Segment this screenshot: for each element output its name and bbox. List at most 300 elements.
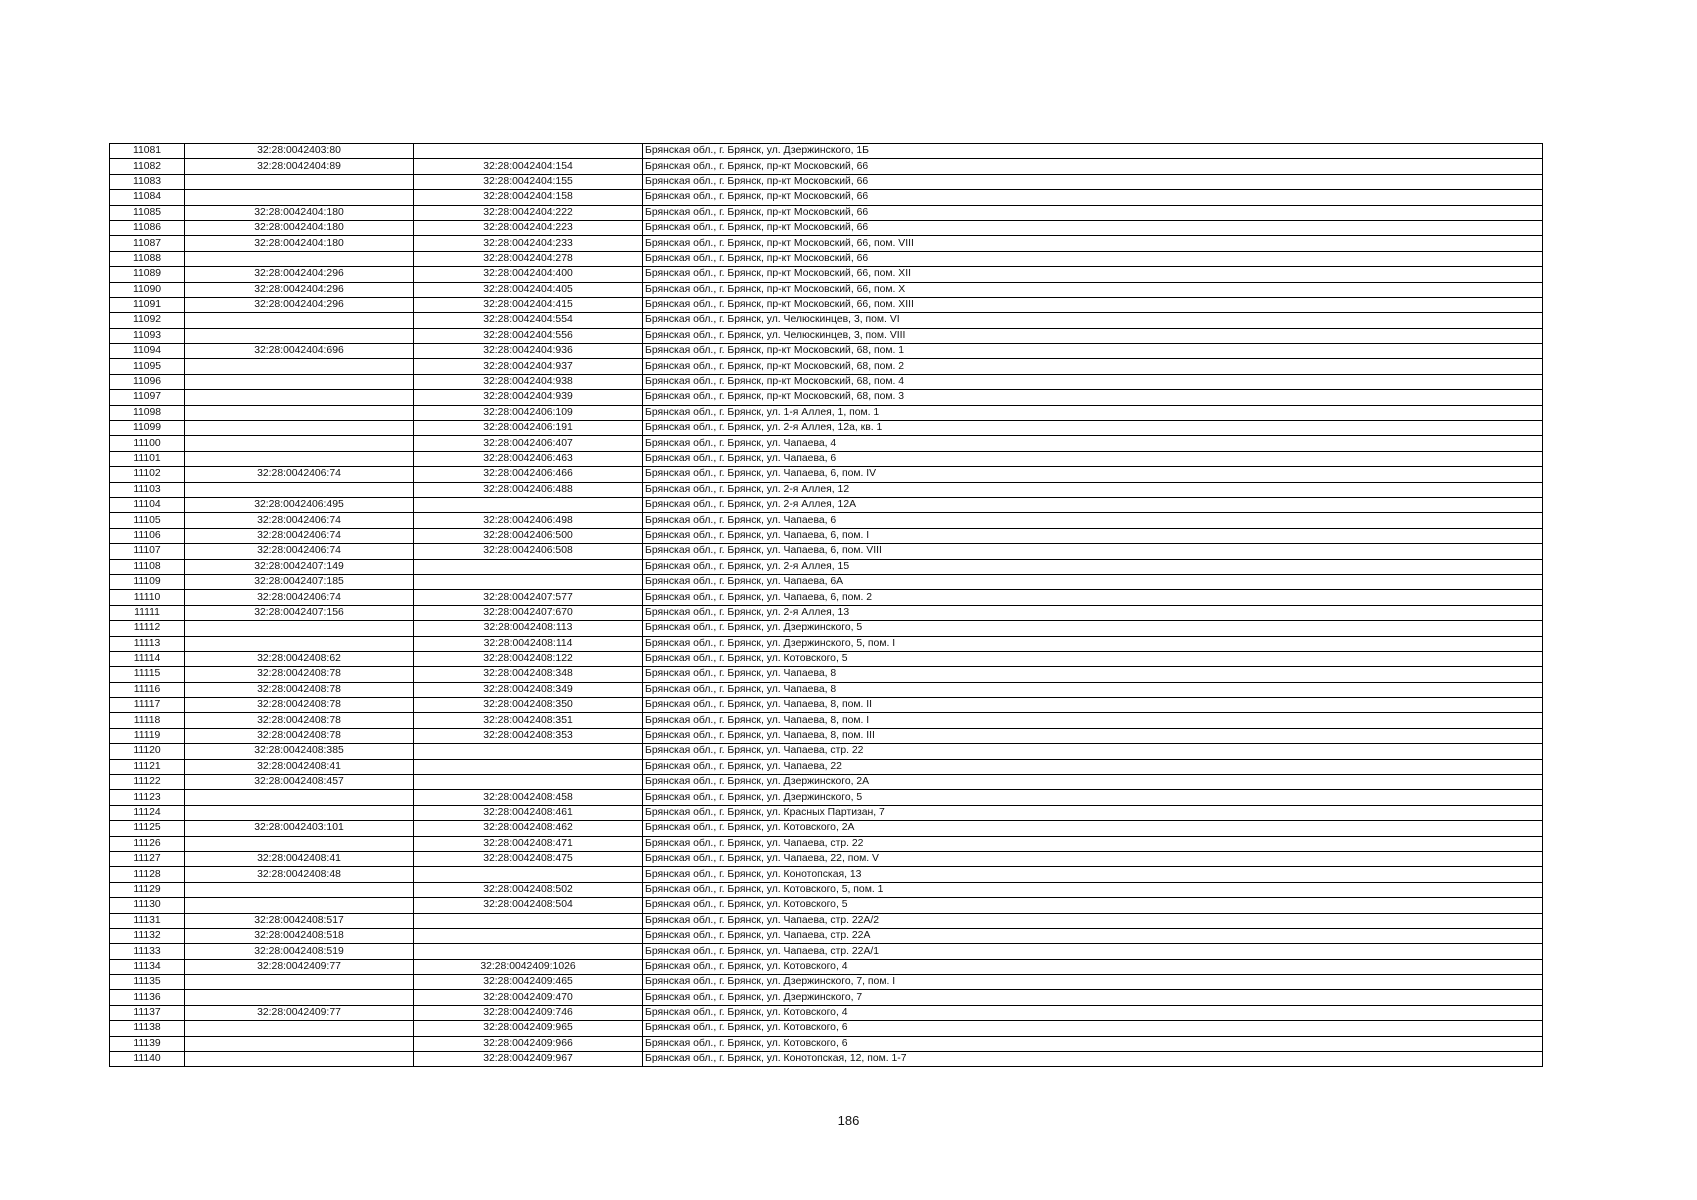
object-cadastral-number-cell: 32:28:0042408:461	[414, 805, 643, 820]
table-row	[110, 436, 1543, 451]
row-number-cell: 11110	[110, 590, 185, 605]
row-number-cell: 11082	[110, 159, 185, 174]
row-number-cell: 11106	[110, 528, 185, 543]
address-cell: Брянская обл., г. Брянск, ул. Чапаева, стр. 22А/1	[643, 944, 1543, 959]
row-number-cell: 11096	[110, 374, 185, 389]
parcel-cadastral-number-cell	[185, 621, 414, 636]
table-row	[110, 698, 1543, 713]
address-cell: Брянская обл., г. Брянск, ул. Чапаева, 22, пом. V	[643, 851, 1543, 866]
table-row	[110, 405, 1543, 420]
table-row	[110, 651, 1543, 666]
parcel-cadastral-number-cell	[185, 436, 414, 451]
object-cadastral-number-cell: 32:28:0042409:470	[414, 990, 643, 1005]
object-cadastral-number-cell: 32:28:0042404:155	[414, 174, 643, 189]
table-row	[110, 713, 1543, 728]
object-cadastral-number-cell: 32:28:0042407:577	[414, 590, 643, 605]
parcel-cadastral-number-cell: 32:28:0042409:77	[185, 959, 414, 974]
address-cell: Брянская обл., г. Брянск, ул. Челюскинцев, 3, пом. VIII	[643, 328, 1543, 343]
parcel-cadastral-number-cell: 32:28:0042403:101	[185, 821, 414, 836]
registry-table-body	[110, 144, 1543, 1067]
address-cell: Брянская обл., г. Брянск, ул. Чапаева, 6, пом. I	[643, 528, 1543, 543]
parcel-cadastral-number-cell: 32:28:0042408:519	[185, 944, 414, 959]
table-row	[110, 467, 1543, 482]
table-row	[110, 544, 1543, 559]
row-number-cell: 11122	[110, 775, 185, 790]
table-row	[110, 821, 1543, 836]
row-number-cell: 11124	[110, 805, 185, 820]
parcel-cadastral-number-cell: 32:28:0042404:180	[185, 205, 414, 220]
object-cadastral-number-cell: 32:28:0042404:222	[414, 205, 643, 220]
address-cell: Брянская обл., г. Брянск, ул. Чапаева, стр. 22	[643, 744, 1543, 759]
table-row	[110, 1005, 1543, 1020]
parcel-cadastral-number-cell: 32:28:0042408:517	[185, 913, 414, 928]
parcel-cadastral-number-cell: 32:28:0042408:78	[185, 728, 414, 743]
page-number: 186	[837, 1113, 860, 1128]
address-cell: Брянская обл., г. Брянск, ул. 2-я Аллея, 12А	[643, 497, 1543, 512]
table-row	[110, 528, 1543, 543]
object-cadastral-number-cell: 32:28:0042408:349	[414, 682, 643, 697]
address-cell: Брянская обл., г. Брянск, ул. 2-я Аллея, 12а, кв. 1	[643, 421, 1543, 436]
table-row	[110, 882, 1543, 897]
table-row	[110, 836, 1543, 851]
parcel-cadastral-number-cell: 32:28:0042408:78	[185, 698, 414, 713]
object-cadastral-number-cell: 32:28:0042404:937	[414, 359, 643, 374]
parcel-cadastral-number-cell	[185, 882, 414, 897]
table-row	[110, 913, 1543, 928]
row-number-cell: 11114	[110, 651, 185, 666]
parcel-cadastral-number-cell: 32:28:0042406:74	[185, 467, 414, 482]
table-row	[110, 574, 1543, 589]
parcel-cadastral-number-cell: 32:28:0042409:77	[185, 1005, 414, 1020]
row-number-cell: 11116	[110, 682, 185, 697]
table-row	[110, 159, 1543, 174]
address-cell: Брянская обл., г. Брянск, ул. 2-я Аллея, 13	[643, 605, 1543, 620]
table-row	[110, 559, 1543, 574]
table-row	[110, 621, 1543, 636]
table-row	[110, 297, 1543, 312]
row-number-cell: 11098	[110, 405, 185, 420]
parcel-cadastral-number-cell	[185, 390, 414, 405]
object-cadastral-number-cell	[414, 867, 643, 882]
row-number-cell: 11092	[110, 313, 185, 328]
table-row	[110, 374, 1543, 389]
object-cadastral-number-cell: 32:28:0042404:158	[414, 190, 643, 205]
address-cell: Брянская обл., г. Брянск, ул. Чапаева, 8, пом. I	[643, 713, 1543, 728]
object-cadastral-number-cell: 32:28:0042404:405	[414, 282, 643, 297]
parcel-cadastral-number-cell	[185, 790, 414, 805]
object-cadastral-number-cell: 32:28:0042408:351	[414, 713, 643, 728]
object-cadastral-number-cell: 32:28:0042409:965	[414, 1021, 643, 1036]
object-cadastral-number-cell: 32:28:0042404:938	[414, 374, 643, 389]
object-cadastral-number-cell: 32:28:0042406:508	[414, 544, 643, 559]
table-row	[110, 667, 1543, 682]
parcel-cadastral-number-cell	[185, 990, 414, 1005]
address-cell: Брянская обл., г. Брянск, пр-кт Московский, 66, пом. X	[643, 282, 1543, 297]
address-cell: Брянская обл., г. Брянск, ул. Дзержинского, 5	[643, 621, 1543, 636]
address-cell: Брянская обл., г. Брянск, ул. Котовского, 4	[643, 1005, 1543, 1020]
object-cadastral-number-cell	[414, 928, 643, 943]
row-number-cell: 11108	[110, 559, 185, 574]
row-number-cell: 11130	[110, 898, 185, 913]
table-row	[110, 605, 1543, 620]
address-cell: Брянская обл., г. Брянск, ул. Чапаева, стр. 22	[643, 836, 1543, 851]
address-cell: Брянская обл., г. Брянск, пр-кт Московский, 68, пом. 2	[643, 359, 1543, 374]
parcel-cadastral-number-cell	[185, 190, 414, 205]
parcel-cadastral-number-cell	[185, 1052, 414, 1067]
table-row	[110, 236, 1543, 251]
row-number-cell: 11127	[110, 851, 185, 866]
address-cell: Брянская обл., г. Брянск, ул. 1-я Аллея, 1, пом. 1	[643, 405, 1543, 420]
row-number-cell: 11091	[110, 297, 185, 312]
object-cadastral-number-cell: 32:28:0042408:353	[414, 728, 643, 743]
address-cell: Брянская обл., г. Брянск, ул. Котовского, 6	[643, 1021, 1543, 1036]
object-cadastral-number-cell	[414, 559, 643, 574]
table-row	[110, 482, 1543, 497]
table-row	[110, 1021, 1543, 1036]
parcel-cadastral-number-cell	[185, 421, 414, 436]
address-cell: Брянская обл., г. Брянск, пр-кт Московский, 66	[643, 205, 1543, 220]
parcel-cadastral-number-cell: 32:28:0042408:41	[185, 759, 414, 774]
object-cadastral-number-cell: 32:28:0042404:415	[414, 297, 643, 312]
row-number-cell: 11097	[110, 390, 185, 405]
parcel-cadastral-number-cell: 32:28:0042404:296	[185, 267, 414, 282]
object-cadastral-number-cell: 32:28:0042408:122	[414, 651, 643, 666]
table-row	[110, 144, 1543, 159]
address-cell: Брянская обл., г. Брянск, ул. Котовского, 4	[643, 959, 1543, 974]
table-row	[110, 359, 1543, 374]
address-cell: Брянская обл., г. Брянск, ул. Чапаева, 6А	[643, 574, 1543, 589]
object-cadastral-number-cell	[414, 574, 643, 589]
object-cadastral-number-cell: 32:28:0042406:498	[414, 513, 643, 528]
object-cadastral-number-cell	[414, 759, 643, 774]
row-number-cell: 11134	[110, 959, 185, 974]
address-cell: Брянская обл., г. Брянск, ул. Дзержинского, 5	[643, 790, 1543, 805]
address-cell: Брянская обл., г. Брянск, ул. Дзержинского, 7, пом. I	[643, 975, 1543, 990]
row-number-cell: 11109	[110, 574, 185, 589]
parcel-cadastral-number-cell	[185, 174, 414, 189]
object-cadastral-number-cell: 32:28:0042406:500	[414, 528, 643, 543]
object-cadastral-number-cell: 32:28:0042407:670	[414, 605, 643, 620]
object-cadastral-number-cell: 32:28:0042409:465	[414, 975, 643, 990]
parcel-cadastral-number-cell	[185, 636, 414, 651]
table-row	[110, 174, 1543, 189]
address-cell: Брянская обл., г. Брянск, ул. Конотопская, 12, пом. 1-7	[643, 1052, 1543, 1067]
address-cell: Брянская обл., г. Брянск, ул. Котовского, 2А	[643, 821, 1543, 836]
object-cadastral-number-cell	[414, 144, 643, 159]
parcel-cadastral-number-cell	[185, 836, 414, 851]
row-number-cell: 11087	[110, 236, 185, 251]
row-number-cell: 11138	[110, 1021, 185, 1036]
parcel-cadastral-number-cell: 32:28:0042403:80	[185, 144, 414, 159]
table-row	[110, 220, 1543, 235]
address-cell: Брянская обл., г. Брянск, ул. 2-я Аллея, 15	[643, 559, 1543, 574]
row-number-cell: 11099	[110, 421, 185, 436]
address-cell: Брянская обл., г. Брянск, ул. Челюскинцев, 3, пом. VI	[643, 313, 1543, 328]
row-number-cell: 11135	[110, 975, 185, 990]
row-number-cell: 11105	[110, 513, 185, 528]
object-cadastral-number-cell: 32:28:0042404:554	[414, 313, 643, 328]
parcel-cadastral-number-cell	[185, 1021, 414, 1036]
row-number-cell: 11119	[110, 728, 185, 743]
row-number-cell: 11084	[110, 190, 185, 205]
row-number-cell: 11095	[110, 359, 185, 374]
parcel-cadastral-number-cell: 32:28:0042404:180	[185, 220, 414, 235]
object-cadastral-number-cell	[414, 913, 643, 928]
row-number-cell: 11115	[110, 667, 185, 682]
table-row	[110, 267, 1543, 282]
row-number-cell: 11111	[110, 605, 185, 620]
row-number-cell: 11103	[110, 482, 185, 497]
parcel-cadastral-number-cell: 32:28:0042407:149	[185, 559, 414, 574]
address-cell: Брянская обл., г. Брянск, пр-кт Московский, 66	[643, 174, 1543, 189]
table-row	[110, 190, 1543, 205]
row-number-cell: 11104	[110, 497, 185, 512]
parcel-cadastral-number-cell: 32:28:0042408:62	[185, 651, 414, 666]
parcel-cadastral-number-cell: 32:28:0042408:78	[185, 682, 414, 697]
row-number-cell: 11100	[110, 436, 185, 451]
address-cell: Брянская обл., г. Брянск, ул. Котовского, 5	[643, 898, 1543, 913]
address-cell: Брянская обл., г. Брянск, ул. Чапаева, 8, пом. II	[643, 698, 1543, 713]
row-number-cell: 11118	[110, 713, 185, 728]
object-cadastral-number-cell: 32:28:0042406:488	[414, 482, 643, 497]
parcel-cadastral-number-cell: 32:28:0042406:495	[185, 497, 414, 512]
table-row	[110, 390, 1543, 405]
table-row	[110, 975, 1543, 990]
parcel-cadastral-number-cell: 32:28:0042406:74	[185, 528, 414, 543]
object-cadastral-number-cell: 32:28:0042408:502	[414, 882, 643, 897]
object-cadastral-number-cell: 32:28:0042408:348	[414, 667, 643, 682]
row-number-cell: 11094	[110, 344, 185, 359]
address-cell: Брянская обл., г. Брянск, ул. 2-я Аллея, 12	[643, 482, 1543, 497]
row-number-cell: 11112	[110, 621, 185, 636]
parcel-cadastral-number-cell: 32:28:0042404:696	[185, 344, 414, 359]
table-row	[110, 513, 1543, 528]
parcel-cadastral-number-cell	[185, 451, 414, 466]
row-number-cell: 11085	[110, 205, 185, 220]
parcel-cadastral-number-cell	[185, 805, 414, 820]
parcel-cadastral-number-cell: 32:28:0042406:74	[185, 513, 414, 528]
row-number-cell: 11128	[110, 867, 185, 882]
object-cadastral-number-cell: 32:28:0042409:967	[414, 1052, 643, 1067]
parcel-cadastral-number-cell	[185, 405, 414, 420]
object-cadastral-number-cell: 32:28:0042409:1026	[414, 959, 643, 974]
row-number-cell: 11093	[110, 328, 185, 343]
object-cadastral-number-cell: 32:28:0042406:109	[414, 405, 643, 420]
row-number-cell: 11131	[110, 913, 185, 928]
table-row	[110, 898, 1543, 913]
parcel-cadastral-number-cell	[185, 898, 414, 913]
object-cadastral-number-cell	[414, 744, 643, 759]
row-number-cell: 11137	[110, 1005, 185, 1020]
table-row	[110, 313, 1543, 328]
parcel-cadastral-number-cell: 32:28:0042404:296	[185, 297, 414, 312]
address-cell: Брянская обл., г. Брянск, ул. Дзержинского, 7	[643, 990, 1543, 1005]
address-cell: Брянская обл., г. Брянск, ул. Чапаева, 4	[643, 436, 1543, 451]
parcel-cadastral-number-cell	[185, 1036, 414, 1051]
address-cell: Брянская обл., г. Брянск, ул. Дзержинского, 5, пом. I	[643, 636, 1543, 651]
table-row	[110, 205, 1543, 220]
parcel-cadastral-number-cell	[185, 374, 414, 389]
table-row	[110, 728, 1543, 743]
address-cell: Брянская обл., г. Брянск, ул. Чапаева, стр. 22А	[643, 928, 1543, 943]
object-cadastral-number-cell	[414, 944, 643, 959]
address-cell: Брянская обл., г. Брянск, пр-кт Московский, 68, пом. 4	[643, 374, 1543, 389]
address-cell: Брянская обл., г. Брянск, ул. Котовского, 5	[643, 651, 1543, 666]
table-row	[110, 959, 1543, 974]
table-row	[110, 421, 1543, 436]
table-row	[110, 944, 1543, 959]
table-row	[110, 497, 1543, 512]
parcel-cadastral-number-cell: 32:28:0042408:78	[185, 713, 414, 728]
address-cell: Брянская обл., г. Брянск, ул. Чапаева, 6, пом. IV	[643, 467, 1543, 482]
parcel-cadastral-number-cell	[185, 328, 414, 343]
object-cadastral-number-cell: 32:28:0042406:407	[414, 436, 643, 451]
parcel-cadastral-number-cell: 32:28:0042408:457	[185, 775, 414, 790]
row-number-cell: 11121	[110, 759, 185, 774]
address-cell: Брянская обл., г. Брянск, пр-кт Московский, 66	[643, 159, 1543, 174]
row-number-cell: 11086	[110, 220, 185, 235]
object-cadastral-number-cell: 32:28:0042404:154	[414, 159, 643, 174]
row-number-cell: 11113	[110, 636, 185, 651]
row-number-cell: 11120	[110, 744, 185, 759]
address-cell: Брянская обл., г. Брянск, пр-кт Московский, 68, пом. 3	[643, 390, 1543, 405]
address-cell: Брянская обл., г. Брянск, ул. Котовского, 6	[643, 1036, 1543, 1051]
object-cadastral-number-cell: 32:28:0042406:466	[414, 467, 643, 482]
table-row	[110, 682, 1543, 697]
table-row	[110, 590, 1543, 605]
table-row	[110, 1036, 1543, 1051]
address-cell: Брянская обл., г. Брянск, ул. Конотопская, 13	[643, 867, 1543, 882]
address-cell: Брянская обл., г. Брянск, ул. Чапаева, 8	[643, 667, 1543, 682]
parcel-cadastral-number-cell: 32:28:0042404:180	[185, 236, 414, 251]
parcel-cadastral-number-cell: 32:28:0042408:41	[185, 851, 414, 866]
table-row	[110, 805, 1543, 820]
address-cell: Брянская обл., г. Брянск, ул. Чапаева, 6	[643, 513, 1543, 528]
object-cadastral-number-cell: 32:28:0042408:471	[414, 836, 643, 851]
table-row	[110, 775, 1543, 790]
object-cadastral-number-cell: 32:28:0042404:400	[414, 267, 643, 282]
address-cell: Брянская обл., г. Брянск, ул. Дзержинского, 1Б	[643, 144, 1543, 159]
object-cadastral-number-cell: 32:28:0042404:939	[414, 390, 643, 405]
parcel-cadastral-number-cell	[185, 359, 414, 374]
object-cadastral-number-cell: 32:28:0042408:475	[414, 851, 643, 866]
table-row	[110, 282, 1543, 297]
table-row	[110, 328, 1543, 343]
row-number-cell: 11117	[110, 698, 185, 713]
table-row	[110, 344, 1543, 359]
table-row	[110, 744, 1543, 759]
table-row	[110, 759, 1543, 774]
table-row	[110, 251, 1543, 266]
table-row	[110, 451, 1543, 466]
row-number-cell: 11083	[110, 174, 185, 189]
table-row	[110, 867, 1543, 882]
table-row	[110, 636, 1543, 651]
registry-table	[109, 143, 1543, 1067]
row-number-cell: 11090	[110, 282, 185, 297]
parcel-cadastral-number-cell: 32:28:0042404:296	[185, 282, 414, 297]
row-number-cell: 11133	[110, 944, 185, 959]
object-cadastral-number-cell: 32:28:0042408:504	[414, 898, 643, 913]
row-number-cell: 11139	[110, 1036, 185, 1051]
address-cell: Брянская обл., г. Брянск, ул. Дзержинского, 2А	[643, 775, 1543, 790]
address-cell: Брянская обл., г. Брянск, ул. Чапаева, 6	[643, 451, 1543, 466]
object-cadastral-number-cell: 32:28:0042404:556	[414, 328, 643, 343]
parcel-cadastral-number-cell: 32:28:0042408:78	[185, 667, 414, 682]
object-cadastral-number-cell: 32:28:0042408:114	[414, 636, 643, 651]
address-cell: Брянская обл., г. Брянск, ул. Чапаева, 6, пом. VIII	[643, 544, 1543, 559]
address-cell: Брянская обл., г. Брянск, ул. Красных Партизан, 7	[643, 805, 1543, 820]
address-cell: Брянская обл., г. Брянск, ул. Чапаева, 6, пом. 2	[643, 590, 1543, 605]
object-cadastral-number-cell: 32:28:0042409:966	[414, 1036, 643, 1051]
address-cell: Брянская обл., г. Брянск, ул. Котовского, 5, пом. 1	[643, 882, 1543, 897]
address-cell: Брянская обл., г. Брянск, ул. Чапаева, стр. 22А/2	[643, 913, 1543, 928]
object-cadastral-number-cell: 32:28:0042406:463	[414, 451, 643, 466]
address-cell: Брянская обл., г. Брянск, пр-кт Московский, 66, пом. VIII	[643, 236, 1543, 251]
row-number-cell: 11123	[110, 790, 185, 805]
parcel-cadastral-number-cell: 32:28:0042406:74	[185, 590, 414, 605]
object-cadastral-number-cell: 32:28:0042404:233	[414, 236, 643, 251]
parcel-cadastral-number-cell	[185, 313, 414, 328]
address-cell: Брянская обл., г. Брянск, пр-кт Московский, 66, пом. XII	[643, 267, 1543, 282]
object-cadastral-number-cell: 32:28:0042409:746	[414, 1005, 643, 1020]
row-number-cell: 11126	[110, 836, 185, 851]
row-number-cell: 11101	[110, 451, 185, 466]
table-row	[110, 851, 1543, 866]
parcel-cadastral-number-cell: 32:28:0042407:156	[185, 605, 414, 620]
parcel-cadastral-number-cell: 32:28:0042408:48	[185, 867, 414, 882]
object-cadastral-number-cell: 32:28:0042408:350	[414, 698, 643, 713]
address-cell: Брянская обл., г. Брянск, пр-кт Московский, 68, пом. 1	[643, 344, 1543, 359]
address-cell: Брянская обл., г. Брянск, пр-кт Московский, 66	[643, 190, 1543, 205]
address-cell: Брянская обл., г. Брянск, пр-кт Московский, 66	[643, 220, 1543, 235]
table-row	[110, 990, 1543, 1005]
row-number-cell: 11102	[110, 467, 185, 482]
parcel-cadastral-number-cell	[185, 975, 414, 990]
row-number-cell: 11136	[110, 990, 185, 1005]
parcel-cadastral-number-cell: 32:28:0042404:89	[185, 159, 414, 174]
object-cadastral-number-cell: 32:28:0042406:191	[414, 421, 643, 436]
row-number-cell: 11088	[110, 251, 185, 266]
object-cadastral-number-cell: 32:28:0042404:278	[414, 251, 643, 266]
object-cadastral-number-cell: 32:28:0042408:113	[414, 621, 643, 636]
row-number-cell: 11089	[110, 267, 185, 282]
row-number-cell: 11107	[110, 544, 185, 559]
table-row	[110, 1052, 1543, 1067]
address-cell: Брянская обл., г. Брянск, пр-кт Московский, 66	[643, 251, 1543, 266]
parcel-cadastral-number-cell	[185, 482, 414, 497]
address-cell: Брянская обл., г. Брянск, ул. Чапаева, 8	[643, 682, 1543, 697]
parcel-cadastral-number-cell	[185, 251, 414, 266]
row-number-cell: 11140	[110, 1052, 185, 1067]
row-number-cell: 11132	[110, 928, 185, 943]
row-number-cell: 11125	[110, 821, 185, 836]
object-cadastral-number-cell: 32:28:0042408:462	[414, 821, 643, 836]
parcel-cadastral-number-cell: 32:28:0042406:74	[185, 544, 414, 559]
table-row	[110, 790, 1543, 805]
address-cell: Брянская обл., г. Брянск, ул. Чапаева, 8, пом. III	[643, 728, 1543, 743]
object-cadastral-number-cell	[414, 497, 643, 512]
table-row	[110, 928, 1543, 943]
object-cadastral-number-cell	[414, 775, 643, 790]
parcel-cadastral-number-cell: 32:28:0042408:385	[185, 744, 414, 759]
address-cell: Брянская обл., г. Брянск, ул. Чапаева, 22	[643, 759, 1543, 774]
object-cadastral-number-cell: 32:28:0042404:936	[414, 344, 643, 359]
object-cadastral-number-cell: 32:28:0042404:223	[414, 220, 643, 235]
object-cadastral-number-cell: 32:28:0042408:458	[414, 790, 643, 805]
row-number-cell: 11081	[110, 144, 185, 159]
address-cell: Брянская обл., г. Брянск, пр-кт Московский, 66, пом. XIII	[643, 297, 1543, 312]
